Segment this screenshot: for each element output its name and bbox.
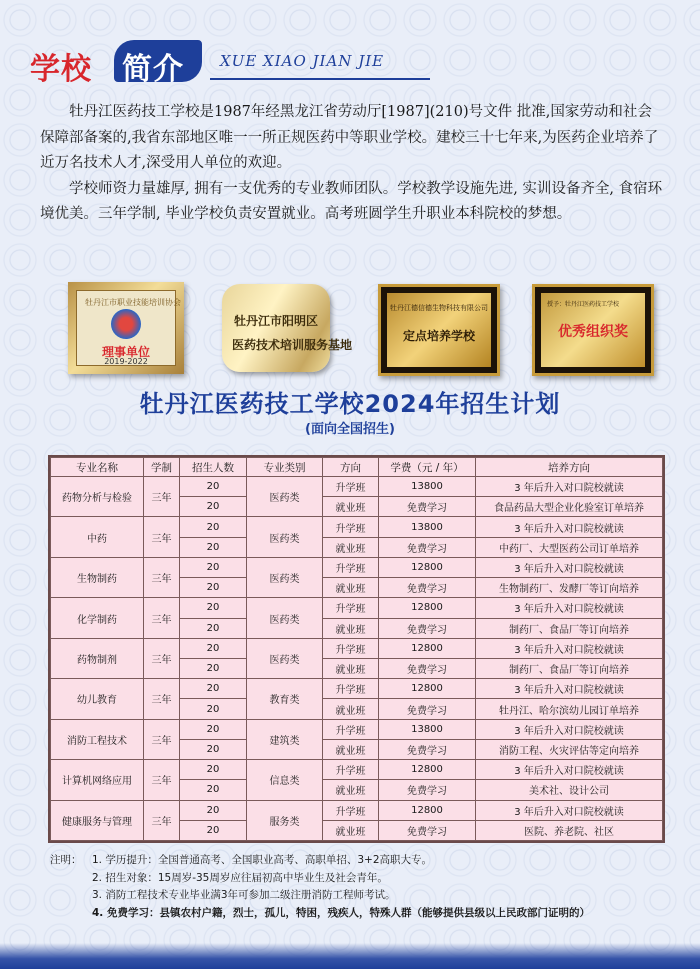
cell-duration: 三年 xyxy=(144,679,180,719)
cell-training-goal: 中药厂、大型医药公司订单培养 xyxy=(476,537,663,557)
cell-count: 20 xyxy=(180,780,247,800)
emblem-icon xyxy=(111,309,141,339)
cell-tuition: 12800 xyxy=(379,598,476,618)
plaque-4-recipient: 授予：牡丹江医药技工学校 xyxy=(547,301,620,308)
note-4 xyxy=(50,905,680,923)
cell-count: 20 xyxy=(180,618,247,638)
plaque-designated-school xyxy=(378,284,500,376)
cell-direction: 就业班 xyxy=(323,578,379,598)
cell-tuition: 免费学习 xyxy=(379,578,476,598)
cell-direction: 升学班 xyxy=(323,719,379,739)
cell-training-goal: 3 年后升入对口院校就读 xyxy=(476,760,663,780)
header-category: 专业类别 xyxy=(247,458,323,477)
cell-duration: 三年 xyxy=(144,557,180,597)
cell-count: 20 xyxy=(180,679,247,699)
cell-count: 20 xyxy=(180,517,247,537)
cell-tuition: 12800 xyxy=(379,638,476,658)
cell-training-goal: 食品药品大型企业化验室订单培养 xyxy=(476,497,663,517)
cell-direction: 升学班 xyxy=(323,800,379,820)
header-major: 专业名称 xyxy=(51,458,144,477)
cell-tuition: 12800 xyxy=(379,679,476,699)
table-header-row xyxy=(51,458,663,477)
cell-direction: 就业班 xyxy=(323,618,379,638)
intro-paragraph-2: 学校师资力量雄厚, 拥有一支优秀的专业教师团队。学校教学设施先进, 实训设备齐全, 食宿环境优美。三年学制, 毕业学校负责安置就业。高考班圆学生升职业本科院校的梦想。 xyxy=(40,180,663,222)
award-plaques xyxy=(0,280,700,380)
cell-category: 医药类 xyxy=(247,557,323,597)
cell-direction: 升学班 xyxy=(323,517,379,537)
table-row xyxy=(51,638,663,658)
cell-count: 20 xyxy=(180,557,247,577)
cell-category: 建筑类 xyxy=(247,719,323,759)
cell-tuition: 免费学习 xyxy=(379,780,476,800)
enrollment-table-container xyxy=(48,455,665,843)
cell-duration: 三年 xyxy=(144,800,180,841)
plaque-4-title: 优秀组织奖 xyxy=(558,324,628,340)
cell-tuition: 免费学习 xyxy=(379,618,476,638)
cell-category: 教育类 xyxy=(247,679,323,719)
cell-count: 20 xyxy=(180,598,247,618)
enrollment-plan-title: 牡丹江医药技工学校2024年招生计划 xyxy=(139,390,561,418)
cell-count: 20 xyxy=(180,760,247,780)
cell-tuition: 免费学习 xyxy=(379,820,476,840)
plaque-3-title: 定点培养学校 xyxy=(402,329,475,343)
cell-tuition: 12800 xyxy=(379,760,476,780)
cell-direction: 升学班 xyxy=(323,679,379,699)
cell-count: 20 xyxy=(180,477,247,497)
cell-duration: 三年 xyxy=(144,477,180,517)
cell-tuition: 免费学习 xyxy=(379,497,476,517)
table-row xyxy=(51,598,663,618)
cell-category: 医药类 xyxy=(247,598,323,638)
cell-training-goal: 生物制药厂、发酵厂等订向培养 xyxy=(476,578,663,598)
note-2 xyxy=(50,870,680,888)
intro-paragraph-1: 牡丹江医药技工学校是1987年经黑龙江省劳动厅[1987](210)号文件 批准,国家劳动和社会保障部备案的,我省东部地区唯一一所正规医药中等职业学校。建校三十七年来,为医药企业培养了近万名技术人才,深受用人单位的欢迎。 xyxy=(40,104,659,171)
cell-major-name: 化学制药 xyxy=(51,598,144,638)
cell-direction: 就业班 xyxy=(323,658,379,678)
table-body xyxy=(51,477,663,841)
cell-major-name: 生物制药 xyxy=(51,557,144,597)
cell-duration: 三年 xyxy=(144,517,180,557)
header-title-en: XUE XIAO JIAN JIE xyxy=(220,52,385,70)
cell-training-goal: 美术社、设计公司 xyxy=(476,780,663,800)
cell-category: 服务类 xyxy=(247,800,323,841)
cell-training-goal: 3 年后升入对口院校就读 xyxy=(476,598,663,618)
notes-label: 注明： xyxy=(50,854,82,866)
table-row xyxy=(51,800,663,820)
cell-training-goal: 3 年后升入对口院校就读 xyxy=(476,477,663,497)
section-header xyxy=(30,40,670,87)
header-title-red: 学校 xyxy=(30,52,92,87)
cell-training-goal: 消防工程、火灾评估等定向培养 xyxy=(476,739,663,759)
plaque-2-line-2: 医药技术培训服务基地 xyxy=(232,338,353,352)
cell-tuition: 13800 xyxy=(379,719,476,739)
table-row xyxy=(51,760,663,780)
header-duration: 学制 xyxy=(144,458,180,477)
plaque-1-date: 2019-2022 xyxy=(104,357,148,366)
cell-count: 20 xyxy=(180,537,247,557)
plaque-1-org: 牡丹江市职业技能培训协会 xyxy=(85,298,181,307)
cell-direction: 升学班 xyxy=(323,557,379,577)
cell-training-goal: 3 年后升入对口院校就读 xyxy=(476,800,663,820)
cell-training-goal: 3 年后升入对口院校就读 xyxy=(476,679,663,699)
cell-training-goal: 3 年后升入对口院校就读 xyxy=(476,517,663,537)
school-intro xyxy=(40,100,664,228)
table-row xyxy=(51,679,663,699)
cell-duration: 三年 xyxy=(144,719,180,759)
cell-direction: 就业班 xyxy=(323,699,379,719)
cell-major-name: 消防工程技术 xyxy=(51,719,144,759)
table-row xyxy=(51,477,663,497)
cell-training-goal: 牡丹江、哈尔滨幼儿园订单培养 xyxy=(476,699,663,719)
note-3-text: 3. 消防工程技术专业毕业满3年可参加二级注册消防工程师考试。 xyxy=(92,889,396,901)
bottom-wave-decoration xyxy=(0,943,700,969)
note-1 xyxy=(50,852,680,870)
cell-count: 20 xyxy=(180,497,247,517)
cell-direction: 升学班 xyxy=(323,598,379,618)
cell-tuition: 免费学习 xyxy=(379,537,476,557)
table-row xyxy=(51,517,663,537)
cell-count: 20 xyxy=(180,578,247,598)
cell-count: 20 xyxy=(180,658,247,678)
cell-direction: 就业班 xyxy=(323,497,379,517)
cell-direction: 升学班 xyxy=(323,760,379,780)
cell-tuition: 12800 xyxy=(379,557,476,577)
cell-major-name: 健康服务与管理 xyxy=(51,800,144,841)
cell-training-goal: 制药厂、食品厂等订向培养 xyxy=(476,658,663,678)
cell-tuition: 免费学习 xyxy=(379,658,476,678)
cell-tuition: 13800 xyxy=(379,477,476,497)
cell-count: 20 xyxy=(180,638,247,658)
note-2-text: 2. 招生对象：15周岁-35周岁应往届初高中毕业生及社会青年。 xyxy=(92,871,388,884)
cell-tuition: 免费学习 xyxy=(379,699,476,719)
cell-count: 20 xyxy=(180,820,247,840)
cell-category: 医药类 xyxy=(247,638,323,678)
note-1-text: 1. 学历提升：全国普通高考、全国职业高考、高职单招、3+2高职大专。 xyxy=(92,854,433,866)
cell-direction: 就业班 xyxy=(323,820,379,840)
plaque-excellent-organization xyxy=(532,284,654,376)
cell-tuition: 免费学习 xyxy=(379,739,476,759)
header-count: 招生人数 xyxy=(180,458,247,477)
cell-category: 医药类 xyxy=(247,477,323,517)
cell-category: 医药类 xyxy=(247,517,323,557)
plaque-council-member xyxy=(68,282,184,374)
cell-duration: 三年 xyxy=(144,760,180,800)
cell-training-goal: 3 年后升入对口院校就读 xyxy=(476,638,663,658)
header-title-blue: 简介 xyxy=(122,52,184,87)
plaque-3-org: 牡丹江德信德生物科技有限公司 xyxy=(390,304,488,312)
cell-count: 20 xyxy=(180,739,247,759)
cell-training-goal: 3 年后升入对口院校就读 xyxy=(476,719,663,739)
cell-direction: 升学班 xyxy=(323,477,379,497)
cell-tuition: 12800 xyxy=(379,800,476,820)
cell-count: 20 xyxy=(180,719,247,739)
cell-training-goal: 制药厂、食品厂等订向培养 xyxy=(476,618,663,638)
plaque-training-base xyxy=(222,284,353,372)
enrollment-plan-subtitle: (面向全国招生) xyxy=(305,422,395,437)
plaque-1-title: 理事单位 xyxy=(101,345,150,359)
cell-direction: 就业班 xyxy=(323,780,379,800)
cell-direction: 就业班 xyxy=(323,537,379,557)
notes-section xyxy=(50,852,680,922)
note-4-text: 4. 免费学习：县镇农村户籍，烈士，孤儿，特困，残疾人，特殊人群（能够提供县级以上民政部门证明的） xyxy=(92,906,590,919)
cell-major-name: 药物分析与检验 xyxy=(51,477,144,517)
cell-training-goal: 医院、养老院、社区 xyxy=(476,820,663,840)
table-row xyxy=(51,719,663,739)
table-row xyxy=(51,557,663,577)
cell-training-goal: 3 年后升入对口院校就读 xyxy=(476,557,663,577)
header-underline xyxy=(210,78,430,80)
cell-count: 20 xyxy=(180,800,247,820)
cell-tuition: 13800 xyxy=(379,517,476,537)
plaque-2-line-1: 牡丹江市阳明区 xyxy=(233,314,318,328)
cell-major-name: 计算机网络应用 xyxy=(51,760,144,800)
cell-major-name: 中药 xyxy=(51,517,144,557)
cell-category: 信息类 xyxy=(247,760,323,800)
cell-count: 20 xyxy=(180,699,247,719)
note-3 xyxy=(50,887,680,905)
header-tuition: 学费（元 / 年） xyxy=(379,458,476,477)
cell-major-name: 药物制剂 xyxy=(51,638,144,678)
cell-major-name: 幼儿教育 xyxy=(51,679,144,719)
cell-direction: 就业班 xyxy=(323,739,379,759)
cell-duration: 三年 xyxy=(144,638,180,678)
header-training-goal: 培养方向 xyxy=(476,458,663,477)
enrollment-table xyxy=(50,457,663,841)
header-direction: 方向 xyxy=(323,458,379,477)
cell-direction: 升学班 xyxy=(323,638,379,658)
cell-duration: 三年 xyxy=(144,598,180,638)
